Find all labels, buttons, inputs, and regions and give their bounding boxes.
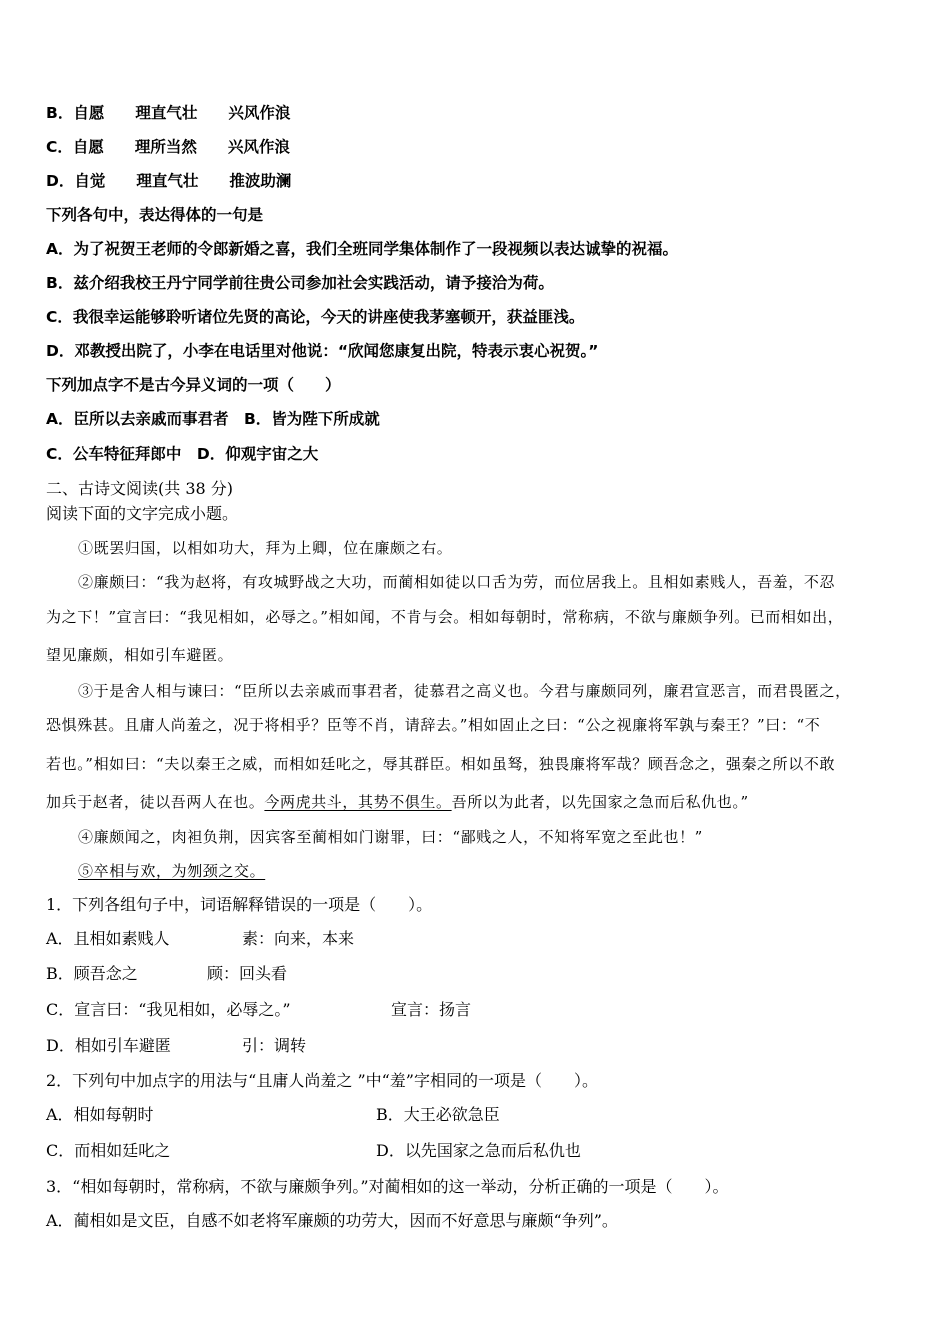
reading-instruction: 阅读下面的文字完成小题。: [46, 504, 239, 523]
passage-paragraph-3-line-2: 恐惧殊甚。且庸人尚羞之，况于将相乎？臣等不肖，请辞去。”相如固止之曰：“公之视廉将军孰与秦王？”曰：“不: [46, 716, 821, 734]
option-a: A．相如每朝时: [46, 1105, 154, 1124]
option-c-line: C．自愿 理所当然 兴风作浪: [46, 138, 290, 156]
passage-text: 加兵于赵者，徒以吾两人在也。: [46, 793, 265, 811]
option-sentence: A．且相如素贱人: [46, 929, 170, 948]
question-expression-option-d: D．邓教授出院了，小李在电话里对他说：“欣闻您康复出院，特表示衷心祝贺。”: [46, 342, 599, 360]
passage-text: 吾所以为此者，以先国家之急而后私仇也。”: [451, 793, 749, 811]
option-sentence: D．相如引车避匿: [46, 1036, 171, 1055]
option-b-line: B．自愿 理直气壮 兴风作浪: [46, 104, 291, 122]
question-ancient-words-stem: 下列加点字不是古今异义词的一项（ ）: [46, 376, 341, 394]
passage-paragraph-2-line-1: ②廉颇曰：“我为赵将，有攻城野战之大功，而蔺相如徒以口舌为劳，而位居我上。且相如素贱人，吾羞，不忍: [78, 573, 836, 591]
option-c: C．而相如廷叱之: [46, 1141, 171, 1160]
passage-paragraph-3-line-1: ③于是舍人相与谏曰：“臣所以去亲戚而事君者，徒慕君之高义也。今君与廉颇同列，廉君宣恶言，而君畏匿之，: [78, 682, 851, 700]
option-explanation: 宣言：扬言: [391, 1000, 472, 1019]
question-expression-option-c: C．我很幸运能够聆听诸位先贤的高论，今天的讲座使我茅塞顿开，获益匪浅。: [46, 308, 585, 326]
option-explanation: 引：调转: [242, 1036, 307, 1055]
option-sentence: B．顾吾念之: [46, 964, 138, 983]
section-heading: 二、古诗文阅读(共 38 分): [46, 479, 234, 498]
passage-paragraph-3-line-4: [46, 792, 749, 812]
question-1-option-d: [46, 1036, 307, 1056]
option-sentence: C．宣言曰：“我见相如，必辱之。”: [46, 1000, 291, 1019]
option-explanation: 素：向来，本来: [242, 929, 355, 948]
question-expression-option-b: B．兹介绍我校王丹宁同学前往贵公司参加社会实践活动，请予接洽为荷。: [46, 274, 554, 292]
passage-paragraph-2-line-3: 望见廉颇，相如引车避匿。: [46, 646, 234, 664]
question-2-stem: 2．下列句中加点字的用法与“且庸人尚羞之 ”中“羞”字相同的一项是（ ）。: [46, 1071, 598, 1090]
question-2-options-cd: [46, 1141, 581, 1161]
question-expression-option-a: A．为了祝贺王老师的令郎新婚之喜，我们全班同学集体制作了一段视频以表达诚挚的祝福。: [46, 240, 678, 258]
question-1-stem: 1．下列各组句子中，词语解释错误的一项是（ ）。: [46, 895, 433, 914]
question-2-options-ab: [46, 1105, 500, 1125]
option-d-line: D．自觉 理直气壮 推波助澜: [46, 172, 292, 190]
option-explanation: 顾：回头看: [207, 964, 288, 983]
question-ancient-words-options-ab: A．臣所以去亲戚而事君者 B．皆为陛下所成就: [46, 410, 380, 428]
question-3-stem: 3．“相如每朝时，常称病，不欲与廉颇争列。”对蔺相如的这一举动，分析正确的一项是（ ）。: [46, 1177, 729, 1196]
option-b: B．大王必欲急臣: [376, 1105, 500, 1124]
passage-paragraph-1: ①既罢归国，以相如功大，拜为上卿，位在廉颇之右。: [78, 539, 453, 557]
passage-paragraph-2-line-2: 为之下！”宣言曰：“我见相如，必辱之。”相如闻，不肯与会。相如每朝时，常称病，不欲与廉颇争列。已而相如出，: [46, 608, 844, 626]
question-ancient-words-options-cd: C．公车特征拜郎中 D．仰观宇宙之大: [46, 445, 319, 463]
question-expression-stem: 下列各句中，表达得体的一句是: [46, 206, 264, 224]
question-3-option-a: A．蔺相如是文臣，自感不如老将军廉颇的功劳大，因而不好意思与廉颇“争列”。: [46, 1211, 618, 1230]
question-1-option-c: [46, 1000, 472, 1020]
passage-paragraph-4: ④廉颇闻之，肉袒负荆，因宾客至蔺相如门谢罪，曰：“鄙贱之人，不知将军宽之至此也！”: [78, 828, 703, 846]
passage-paragraph-3-line-3: 若也。”相如曰：“夫以秦王之威，而相如廷叱之，辱其群臣。相如虽驽，独畏廉将军哉？顾吾念之，强秦之所以不敢: [46, 755, 836, 773]
passage-paragraph-5: ⑤卒相与欢，为刎颈之交。: [78, 862, 266, 880]
option-d: D．以先国家之急而后私仇也: [376, 1141, 581, 1160]
question-1-option-a: [46, 929, 355, 949]
question-1-option-b: [46, 964, 288, 984]
underlined-sentence: 今两虎共斗，其势不俱生。: [264, 793, 452, 811]
